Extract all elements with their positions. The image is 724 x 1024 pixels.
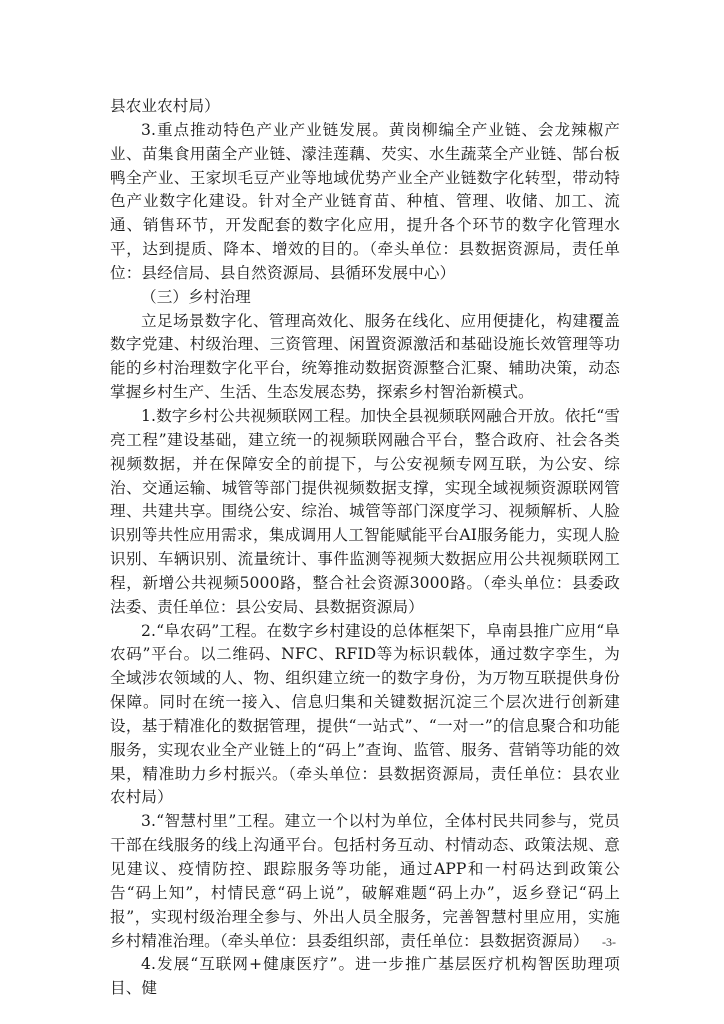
paragraph-governance-platform: 立足场景数字化、管理高效化、服务在线化、应用便捷化，构建覆盖数字党建、村级治理、三资管理、闲置资源激活和基础设施长效管理等功能的乡村治理数字化平台，统筹推动数据资源整合汇聚、辅助决策，动态掌握乡村生产、生活、生态发展态势，探索乡村智治新模式。 <box>110 311 620 402</box>
section-heading-rural-governance: （三）乡村治理 <box>141 287 251 306</box>
document-body <box>110 95 620 1001</box>
paragraph-continuation: 县农业农村局） <box>110 97 220 115</box>
paragraph-internet-healthcare: 4.发展“互联网+健康医疗”。进一步推广基层医疗机构智医助理项目、健 <box>110 955 620 998</box>
paragraph-funong-code-project: 2.“阜农码”工程。在数字乡村建设的总体框架下，阜南县推广应用“阜农码”平台。以二维码、NFC、RFID等为标识载体，通过数字孪生，为全域涉农领域的人、物、组织建立统一的数字身份，为万物互联提供身份保障。同时在统一接入、信息归集和关键数据沉淀三个层次进行创新建设，基于精准化的数据管理，提供“一站式”、“一对一”的信息聚合和功能服务，实现农业全产业链上的“码上”查询、监管、服务、营销等功能的效果，精准助力乡村振兴。（牵头单位：县数据资源局，责任单位：县农业农村局） <box>110 621 620 807</box>
paragraph-specialty-industry-chain: 3.重点推动特色产业产业链发展。黄岗柳编全产业链、会龙辣椒产业、苗集食用菌全产业链、濛洼莲藕、芡实、水生蔬菜全产业链、郜台板鸭全产业、王家坝毛豆产业等地域优势产业全产业链数字化转型，带动特色产业数字化建设。针对全产业链育苗、种植、管理、收储、加工、流通、销售环节，开发配套的数字化应用，提升各个环节的数字化管理水平，达到提质、降本、增效的目的。（牵头单位：县数据资源局，责任单位：县经信局、县自然资源局、县循环发展中心） <box>110 120 620 282</box>
page-number: -3- <box>602 935 616 949</box>
paragraph-video-network-project: 1.数字乡村公共视频联网工程。加快全县视频联网融合开放。依托“雪亮工程”建设基础，建立统一的视频联网融合平台，整合政府、社会各类视频数据，并在保障安全的前提下，与公安视频专网互联，为公安、综治、交通运输、城管等部门提供视频数据支撑，实现全域视频资源联网管理、共建共享。围绕公安、综治、城管等部门深度学习、视频解析、人脸识别等共性应用需求，集成调用人工智能赋能平台AI服务能力，实现人脸识别、车辆识别、流量统计、事件监测等视频大数据应用公共视频联网工程，新增公共视频5000路，整合社会资源3000路。（牵头单位：县委政法委、责任单位：县公安局、县数据资源局） <box>110 406 620 616</box>
paragraph-smart-village-project: 3.“智慧村里”工程。建立一个以村为单位，全体村民共同参与，党员干部在线服务的线上沟通平台。包括村务互动、村情动态、政策法规、意见建议、疫情防控、跟踪服务等功能，通过APP和一村码达到政策公告“码上知”，村情民意“码上说”，破解难题“码上办”，返乡登记“码上报”，实现村级治理全参与、外出人员全服务，完善智慧村里应用，实施乡村精准治理。（牵头单位：县委组织部，责任单位：县数据资源局） <box>110 812 620 950</box>
